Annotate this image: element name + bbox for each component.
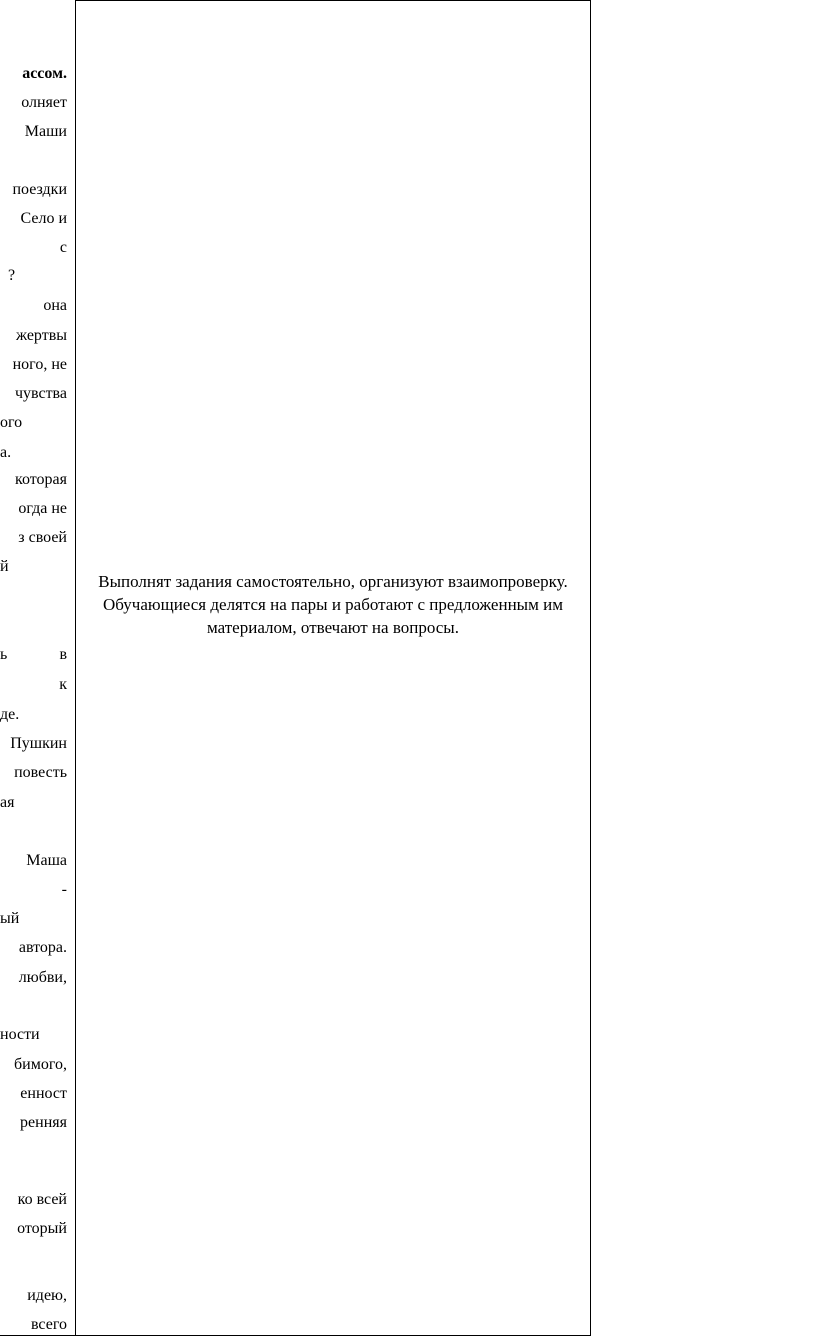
- left-fragment: идею,: [27, 1287, 67, 1304]
- table-bottom-border: [0, 1335, 591, 1336]
- left-column-cell: [0, 0, 68, 1339]
- left-fragment: енност: [20, 1085, 67, 1102]
- left-fragment: ая: [0, 794, 15, 811]
- left-fragment: ренняя: [20, 1114, 67, 1131]
- left-fragment: ного, не: [12, 356, 67, 373]
- left-fragment: ?: [8, 267, 16, 284]
- left-fragment: а.: [0, 444, 12, 461]
- left-fragment: автора.: [18, 939, 67, 956]
- left-fragment: ь: [0, 646, 8, 663]
- left-fragment: Маши: [24, 123, 67, 140]
- left-fragment: ого: [0, 414, 23, 431]
- column-divider: [75, 0, 76, 1336]
- left-fragment: -: [61, 881, 67, 898]
- left-fragment: ко всей: [17, 1191, 67, 1208]
- left-fragment: Пушкин: [10, 735, 67, 752]
- left-fragment: ассом.: [22, 65, 67, 82]
- left-fragment: которая: [15, 471, 67, 488]
- left-fragment: всего: [30, 1316, 67, 1333]
- table-right-border: [590, 0, 591, 1336]
- left-fragment: ый: [0, 910, 20, 927]
- left-fragment: Село и: [20, 210, 67, 227]
- left-fragment: й: [0, 558, 9, 575]
- left-fragment: к: [59, 676, 67, 693]
- activity-paragraph-pair-work: Обучающиеся делятся на пары и работают с предложенным им материалом, отвечают на вопросы.: [103, 595, 563, 637]
- left-fragment: чувства: [14, 385, 67, 402]
- left-fragment: с: [59, 239, 67, 256]
- left-fragment: она: [43, 297, 67, 314]
- left-fragment: Маша: [26, 852, 67, 869]
- left-fragment: жертвы: [15, 327, 67, 344]
- left-fragment: де.: [0, 706, 20, 723]
- table-top-border: [75, 0, 591, 1]
- activity-paragraph-self-check: Выполнят задания самостоятельно, организуют взаимопроверку.: [98, 572, 568, 591]
- left-fragment: повесть: [14, 764, 67, 781]
- left-fragment: ности: [0, 1026, 40, 1043]
- left-fragment: любви,: [18, 969, 67, 986]
- left-fragment: з своей: [18, 529, 67, 546]
- left-fragment: огда не: [18, 500, 67, 517]
- left-fragment: оторый: [17, 1220, 67, 1237]
- left-fragment: в: [59, 646, 67, 663]
- left-fragment: бимого,: [14, 1056, 67, 1073]
- right-column-cell: [76, 570, 590, 639]
- left-fragment: поездки: [12, 181, 67, 198]
- left-fragment: олняет: [21, 94, 67, 111]
